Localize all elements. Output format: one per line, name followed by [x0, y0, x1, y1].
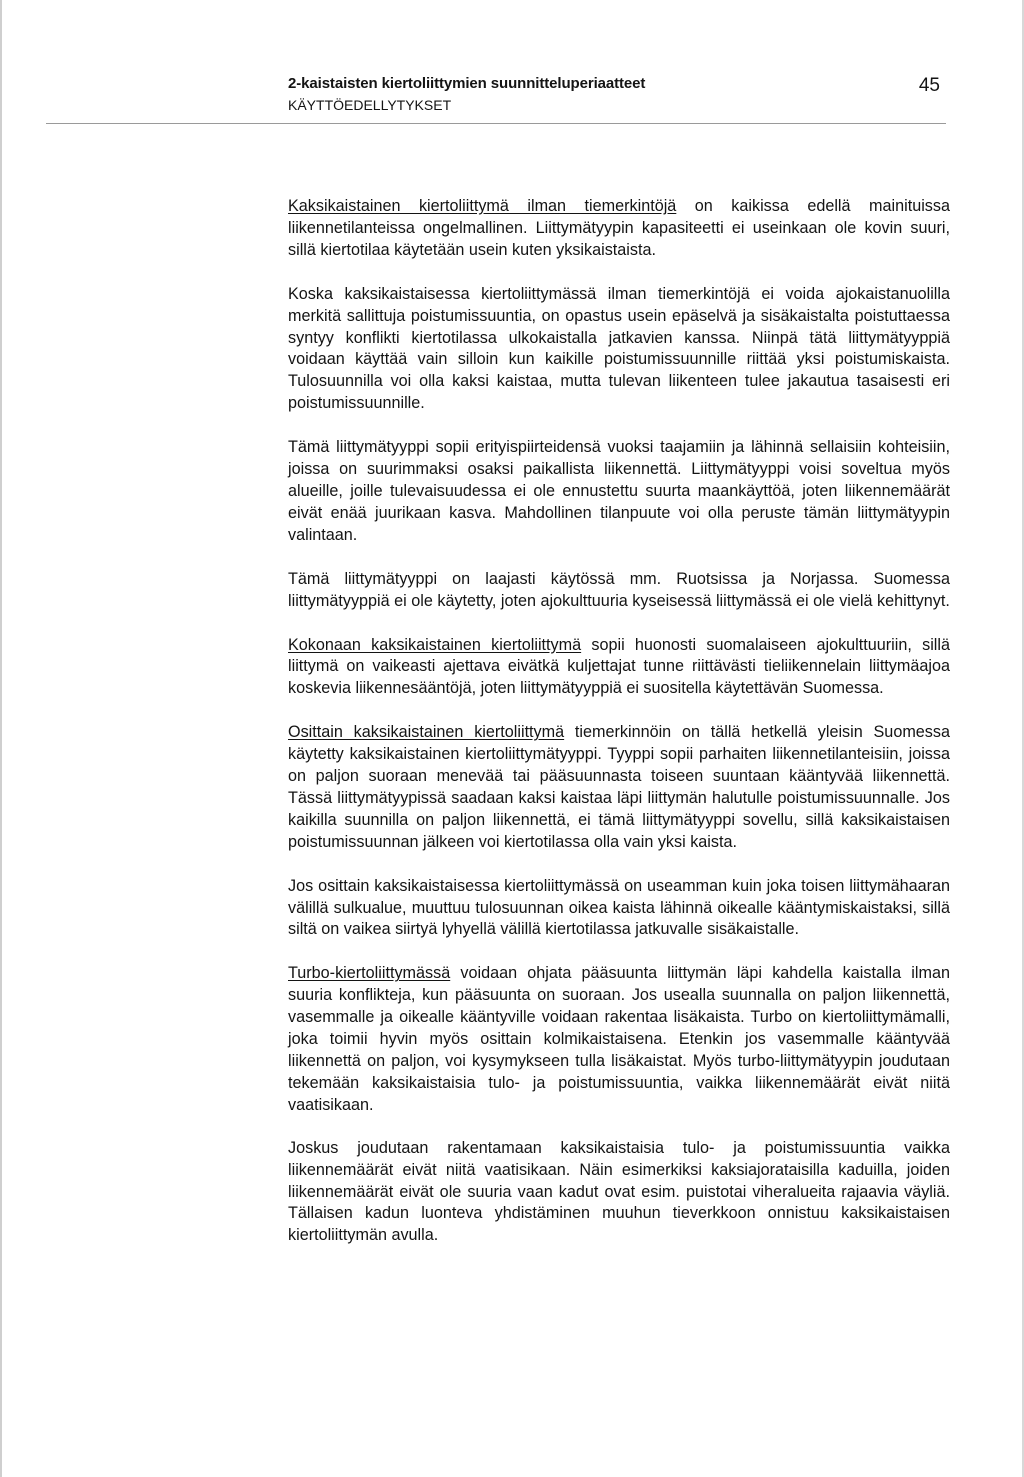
paragraph-1	[288, 196, 950, 262]
paragraph-9	[288, 1138, 950, 1248]
page-number: 45	[918, 75, 940, 96]
paragraph-8-text: voidaan ohjata pääsuunta liittymän läpi kahdella kaistalla ilman suuria konflikteja, kun pääsuunta on suoraan. Jos usealla suunnalla on paljon liikennettä, vasemmalle ja oikealle kääntyville voidaan rakentaa lisäkaista. Turbo on kiertoliittymämalli, joka toimii hyvin myös osittain kolmikaistaisena. Etenkin jos vasemmalle kääntyvää liikennettä on paljon, voi kysymykseen tulla lisäkaistat. Myös turbo-liittymätyypin joudutaan tekemään kaksikaistaisia tulo- ja poistumissuuntia, vaikka liikennemäärät eivät niitä vaatisikaan.	[288, 964, 950, 1114]
term-turbo-kiertoliittyma: Turbo-kiertoliittymässä	[288, 964, 451, 983]
header-rule	[46, 123, 946, 124]
paragraph-3-text: Tämä liittymätyyppi sopii erityispiirteidensä vuoksi taajamiin ja lähinnä sellaisiin kohteisiin, joissa on suurimmaksi osaksi paikallista liikennettä. Liittymätyyppi voisi soveltua myös alueille, joille tulevaisuudessa ei ole ennustettu suurta maankäyttöä, joten liikennemäärät eivät enää juurikaan kasva. Mahdollinen tilanpuute voi olla peruste tämän liittymätyypin valintaan.	[288, 438, 950, 544]
paragraph-7	[288, 876, 950, 942]
paragraph-4	[288, 569, 950, 613]
paragraph-5	[288, 635, 950, 701]
term-kokonaan-kaksikaistainen: Kokonaan kaksikaistainen kiertoliittymä	[288, 635, 582, 654]
term-kaksikaistainen-ilman-tiemerkintoja: Kaksikaistainen kiertoliittymä ilman tiemerkintöjä	[288, 197, 677, 215]
paragraph-2-text: Koska kaksikaistaisessa kiertoliittymässä ilman tiemerkintöjä ei voida ajokaistanuolilla merkitä sallittuja poistumissuuntia, on opastus usein epäselvä ja sisäkaistalta poistuttaessa syntyy konflikti kiertotilassa ulkokaistalla jatkavien kanssa. Niinpä tätä liittymätyyppiä voidaan käyttää vain silloin kun kaikille poistumissuunnille riittää yksi poistumiskaista. Tulosuunnilla voi olla kaksi kaistaa, mutta tulevan liikenteen tulee jakautua tasaisesti eri poistumissuunnille.	[288, 284, 950, 413]
document-body	[288, 196, 950, 1269]
page-header	[288, 74, 948, 115]
paragraph-8	[288, 963, 950, 1116]
paragraph-7-text: Jos osittain kaksikaistaisessa kiertoliittymässä on useamman kuin joka toisen liittymähaaran välillä sulkualue, muuttuu tulosuunnan oikea kaista lähinnä oikealle kääntymiskaistaksi, sillä siltä on vaikea siirtyä lyhyellä välillä kiertotilassa jatkuvalle sisäkaistalle.	[288, 876, 950, 939]
paragraph-2	[288, 284, 950, 415]
header-title: 2-kaistaisten kiertoliittymien suunnitteluperiaatteet	[288, 75, 646, 92]
header-subtitle: KÄYTTÖEDELLYTYKSET	[288, 97, 452, 113]
paragraph-4-text: Tämä liittymätyyppi on laajasti käytössä mm. Ruotsissa ja Norjassa. Suomessa liittymätyyppiä ei ole käytetty, joten ajokulttuuria kyseisessä liittymässä ei ole vielä kehittynyt.	[288, 569, 950, 610]
paragraph-9-text: Joskus joudutaan rakentamaan kaksikaistaisia tulo- ja poistumissuuntia vaikka liikennemäärät eivät niitä vaatisikaan. Näin esimerkiksi kaksiajorataisilla kaduilla, joiden liikennemäärät eivät ole suuria vaan kadut ovat esim. puistotai viheralueita rajaavia väyliä. Tällaisen kadun luonteva yhdistäminen muuhun tieverkkoon onnistuu kaksikaistaisen kiertoliittymän avulla.	[288, 1138, 950, 1245]
paragraph-1-text: on kaikissa edellä mainituissa liikennetilanteissa ongelmallinen. Liittymätyypin kapasiteetti ei useinkaan ole kovin suuri, sillä kiertotilaa käytetään usein kuten yksikaistaista.	[288, 197, 950, 259]
paragraph-5-text: sopii huonosti suomalaiseen ajokulttuuriin, sillä liittymä on vaikeasti ajettava eivätkä kuljettajat tunne riittävästi tieliikennelain liittymäajoa koskevia liikennesääntöjä, joten liittymätyyppiä ei suositella käytettävän Suomessa.	[288, 635, 950, 698]
paragraph-6-text: tiemerkinnöin on tällä hetkellä yleisin Suomessa käytetty kaksikaistainen kiertoliittymätyyppi. Tyyppi sopii parhaiten liikennetilanteisiin, joissa on paljon suoraan menevää tai pääsuunnasta toiseen suuntaan kääntyvää liikennettä. Tässä liittymätyypissä saadaan kaksi kaistaa läpi liittymän halutulle poistumissuunnalle. Jos kaikilla suunnilla on paljon liikennettä, ei tämä liittymätyyppi sovellu, sillä kaksikaistaisen poistumissuunnan jälkeen voi kiertotilassa olla vain yksi kaista.	[288, 723, 950, 851]
paragraph-6	[288, 722, 950, 853]
term-osittain-kaksikaistainen: Osittain kaksikaistainen kiertoliittymä	[288, 723, 565, 742]
paragraph-3	[288, 437, 950, 547]
